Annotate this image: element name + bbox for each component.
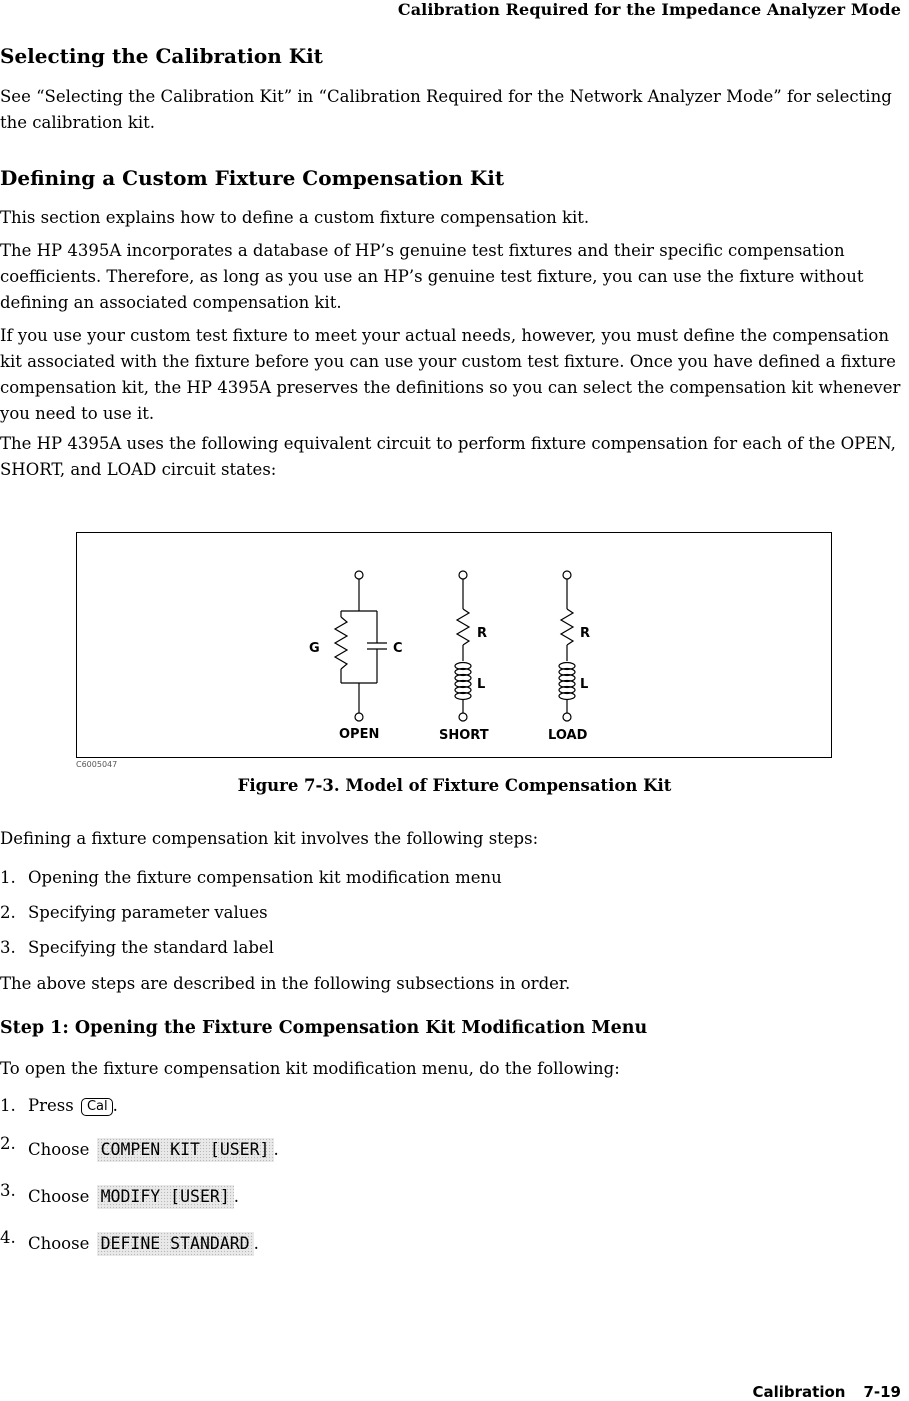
page-footer xyxy=(752,1383,901,1401)
label-c: C xyxy=(393,641,403,656)
open-top-terminal xyxy=(355,571,363,579)
paragraph: If you use your custom test fixture to meet your actual needs, however, you must define the compensation kit associated with the fixture before you can use your custom test fixture. Once you have defined a fixture compensation kit, the HP 4395A preserves the definitions so you can select the compensation kit whenever you need to use it. xyxy=(0,326,901,423)
label-l-short: L xyxy=(477,677,486,692)
equivalent-circuit-diagram xyxy=(77,533,833,759)
short-top-terminal xyxy=(459,571,467,579)
open-bottom-terminal xyxy=(355,713,363,721)
list-item: 2. Specifying parameter values xyxy=(0,903,268,922)
running-header: Calibration Required for the Impedance Analyzer Mode xyxy=(397,0,901,19)
list-item: 2. Choose COMPEN KIT [USER] . xyxy=(0,1131,279,1163)
compen-kit-user-softkey[interactable]: COMPEN KIT [USER] xyxy=(97,1138,274,1162)
paragraph: This section explains how to define a custom fixture compensation kit. xyxy=(0,208,590,227)
paragraph: To open the fixture compensation kit modification menu, do the following: xyxy=(0,1059,620,1078)
list-item: 3. Choose MODIFY [USER] . xyxy=(0,1178,239,1210)
paragraph: The above steps are described in the following subsections in order. xyxy=(0,974,571,993)
label-load: LOAD xyxy=(548,728,588,743)
load-bottom-terminal xyxy=(563,713,571,721)
label-l-load: L xyxy=(580,677,589,692)
footer-chapter: Calibration xyxy=(752,1383,846,1401)
label-r-short: R xyxy=(477,626,488,641)
label-r-load: R xyxy=(580,626,591,641)
list-item: 1. Press Cal . xyxy=(0,1096,118,1115)
short-bottom-terminal xyxy=(459,713,467,721)
conductance-g-symbol xyxy=(335,617,347,669)
figure-caption: Figure 7-3. Model of Fixture Compensation Kit xyxy=(237,776,672,795)
load-top-terminal xyxy=(563,571,571,579)
figure-id: C6005047 xyxy=(76,760,118,769)
label-short: SHORT xyxy=(439,728,489,743)
circuit-figure xyxy=(76,532,832,758)
section-title-selecting-cal-kit: Selecting the Calibration Kit xyxy=(0,44,323,68)
paragraph: The HP 4395A incorporates a database of HP’s genuine test fixtures and their specific compensation coefficients. Therefore, as long as you use an HP’s genuine test fixture, you can use the fixture without defining an associated compensation kit. xyxy=(0,241,864,312)
paragraph: Defining a fixture compensation kit involves the following steps: xyxy=(0,829,539,848)
paragraph: The HP 4395A uses the following equivalent circuit to perform fixture compensation for each of the OPEN, SHORT, and LOAD circuit states: xyxy=(0,434,896,479)
short-inductor-l-symbol xyxy=(455,663,471,700)
label-g: G xyxy=(309,641,320,656)
label-open: OPEN xyxy=(339,727,380,742)
load-resistor-r-symbol xyxy=(561,609,573,645)
page-number: 7-19 xyxy=(863,1383,901,1401)
list-item: 4. Choose DEFINE STANDARD . xyxy=(0,1225,259,1257)
short-resistor-r-symbol xyxy=(457,609,469,645)
load-inductor-l-symbol xyxy=(559,663,575,700)
list-item: 1. Opening the fixture compensation kit modification menu xyxy=(0,868,502,887)
step1-title: Step 1: Opening the Fixture Compensation Kit Modification Menu xyxy=(0,1018,648,1038)
modify-user-softkey[interactable]: MODIFY [USER] xyxy=(97,1185,234,1209)
section-title-defining-custom-kit: Defining a Custom Fixture Compensation Kit xyxy=(0,166,505,190)
define-standard-softkey[interactable]: DEFINE STANDARD xyxy=(97,1232,254,1256)
paragraph: See “Selecting the Calibration Kit” in “Calibration Required for the Network Analyzer Mode” for selecting the calibration kit. xyxy=(0,87,892,132)
cal-hardkey[interactable]: Cal xyxy=(81,1098,113,1116)
list-item: 3. Specifying the standard label xyxy=(0,938,274,957)
